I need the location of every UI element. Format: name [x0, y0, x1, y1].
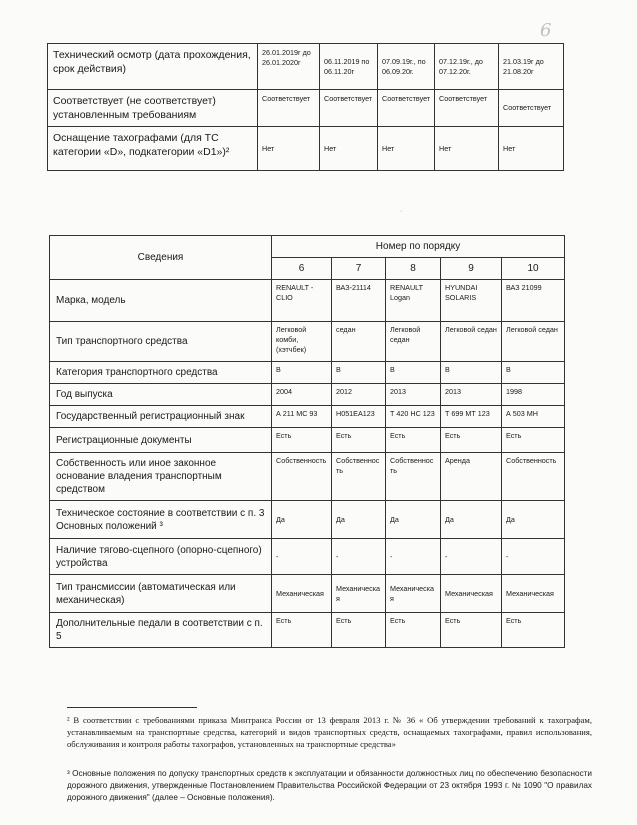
row-label: Тип транспортного средства — [50, 322, 272, 362]
cell-value: Есть — [272, 428, 332, 453]
cell-value: Н051ЕА123 — [332, 406, 386, 428]
cell-value: Собственность — [272, 453, 332, 501]
cell-value: Да — [272, 501, 332, 539]
cell-value: Есть — [386, 613, 441, 648]
cell-value: Соответствует — [320, 90, 378, 127]
cell-value: Да — [332, 501, 386, 539]
header-label: Сведения — [50, 236, 272, 280]
cell-value: Есть — [502, 428, 565, 453]
cell-value: Собственность — [332, 453, 386, 501]
cell-value: Аренда — [441, 453, 502, 501]
page-number: 6 — [540, 20, 552, 41]
cell-value: Механическая — [272, 575, 332, 613]
cell-value: Есть — [441, 428, 502, 453]
cell-value: Механическая — [441, 575, 502, 613]
column-number: 10 — [502, 258, 565, 280]
cell-value: 2013 — [441, 384, 502, 406]
table-row — [50, 575, 565, 613]
cell-value: Механическая — [386, 575, 441, 613]
inspection-table — [47, 43, 564, 171]
cell-value: В — [502, 362, 565, 384]
row-label: Марка, модель — [50, 280, 272, 322]
row-label: Собственность или иное законное основание владения транспортным средством — [50, 453, 272, 501]
cell-value: А 211 МС 93 — [272, 406, 332, 428]
cell-value: 1998 — [502, 384, 565, 406]
row-label: Соответствует (не соответствует) установленным требованиям — [48, 90, 258, 127]
cell-value: Механическая — [332, 575, 386, 613]
column-number: 8 — [386, 258, 441, 280]
cell-value: Легковой седан — [441, 322, 502, 362]
cell-value: Механическая — [502, 575, 565, 613]
scan-mark: · — [400, 208, 403, 215]
table-row — [50, 406, 565, 428]
vehicle-table — [49, 235, 565, 648]
cell-value: Нет — [378, 127, 435, 171]
cell-value: 26.01.2019г до 26.01.2020г — [258, 44, 320, 90]
table-row — [50, 613, 565, 648]
cell-value: Соответствует — [378, 90, 435, 127]
cell-value: Легковой седан — [386, 322, 441, 362]
cell-value: 2012 — [332, 384, 386, 406]
footnote-divider — [67, 707, 197, 708]
cell-value: Да — [502, 501, 565, 539]
cell-value: Легковой седан — [502, 322, 565, 362]
table-row — [50, 428, 565, 453]
cell-value: Соответствует — [499, 90, 564, 127]
cell-value: Нет — [258, 127, 320, 171]
cell-value: Есть — [441, 613, 502, 648]
footnote-3: ³ Основные положения по допуску транспортных средств к эксплуатации и обязанности должностных лиц по обеспечению безопасности дорожного движения, утвержденные Постановлением Правительства Российской Федерации от 23 октября 1993 г. № 1090 "О правилах дорожного движения" (далее – Основные положения). — [67, 769, 592, 802]
row-label: Год выпуска — [50, 384, 272, 406]
cell-value: Собственность — [386, 453, 441, 501]
cell-value: - — [441, 539, 502, 575]
cell-value: 2004 — [272, 384, 332, 406]
table-row — [50, 280, 565, 322]
header-group: Номер по порядку — [272, 236, 565, 258]
cell-value: Есть — [332, 428, 386, 453]
cell-value: 21.03.19г до 21.08.20г — [499, 44, 564, 90]
cell-value: В — [386, 362, 441, 384]
cell-value: ВАЗ 21099 — [502, 280, 565, 322]
cell-value: Нет — [320, 127, 378, 171]
cell-value: HYUNDAI SOLARIS — [441, 280, 502, 322]
row-label: Тип трансмиссии (автоматическая или механическая) — [50, 575, 272, 613]
cell-value: В — [441, 362, 502, 384]
cell-value: Есть — [272, 613, 332, 648]
cell-value: Да — [441, 501, 502, 539]
row-label: Регистрационные документы — [50, 428, 272, 453]
cell-value: RENAULT Logan — [386, 280, 441, 322]
row-label: Техническое состояние в соответствии с п. 3 Основных положений ³ — [50, 501, 272, 539]
row-label: Государственный регистрационный знак — [50, 406, 272, 428]
table-row — [50, 384, 565, 406]
cell-value: Собственность — [502, 453, 565, 501]
cell-value: - — [332, 539, 386, 575]
table-row — [50, 539, 565, 575]
table-row — [48, 44, 564, 90]
cell-value: ВАЗ-21114 — [332, 280, 386, 322]
cell-value: седан — [332, 322, 386, 362]
cell-value: 2013 — [386, 384, 441, 406]
cell-value: Да — [386, 501, 441, 539]
cell-value: Есть — [502, 613, 565, 648]
cell-value: Легковой комби, (хэтчбек) — [272, 322, 332, 362]
cell-value: 07.12.19г., до 07.12.20г. — [435, 44, 499, 90]
table-row — [50, 362, 565, 384]
table-row — [50, 322, 565, 362]
cell-value: Есть — [332, 613, 386, 648]
cell-value: Нет — [435, 127, 499, 171]
cell-value: - — [272, 539, 332, 575]
row-label: Категория транспортного средства — [50, 362, 272, 384]
cell-value: Соответствует — [435, 90, 499, 127]
cell-value: А 503 МН — [502, 406, 565, 428]
row-label: Оснащение тахографами (для ТС категории «D», подкатегории «D1»)² — [48, 127, 258, 171]
column-number: 6 — [272, 258, 332, 280]
cell-value: Есть — [386, 428, 441, 453]
cell-value: 06.11.2019 по 06.11.20г — [320, 44, 378, 90]
cell-value: - — [386, 539, 441, 575]
cell-value: - — [502, 539, 565, 575]
cell-value: В — [272, 362, 332, 384]
table-row — [48, 127, 564, 171]
cell-value: RENAULT - CLIO — [272, 280, 332, 322]
table-row — [48, 90, 564, 127]
cell-value: Соответствует — [258, 90, 320, 127]
cell-value: 07.09.19г., по 06.09.20г. — [378, 44, 435, 90]
column-number: 9 — [441, 258, 502, 280]
cell-value: В — [332, 362, 386, 384]
column-number: 7 — [332, 258, 386, 280]
row-label: Дополнительные педали в соответствии с п. 5 — [50, 613, 272, 648]
table-header-row — [50, 236, 565, 258]
table-row — [50, 501, 565, 539]
row-label: Наличие тягово-сцепного (опорно-сцепного) устройства — [50, 539, 272, 575]
footnote-2: ² В соответствии с требованиями приказа Минтранса России от 13 февраля 2013 г. № 36 « Об утверждении требований к тахографам, устанавливаемым на транспортные средства, категорий и видов транспортных средств, оснащаемых тахографами, правил использования, обслуживания и контроля работы тахографов, установленных на транспортные средства» — [67, 715, 592, 749]
row-label: Технический осмотр (дата прохождения, срок действия) — [48, 44, 258, 90]
cell-value: Т 420 НС 123 — [386, 406, 441, 428]
cell-value: Нет — [499, 127, 564, 171]
cell-value: Т 699 МТ 123 — [441, 406, 502, 428]
table-row — [50, 453, 565, 501]
